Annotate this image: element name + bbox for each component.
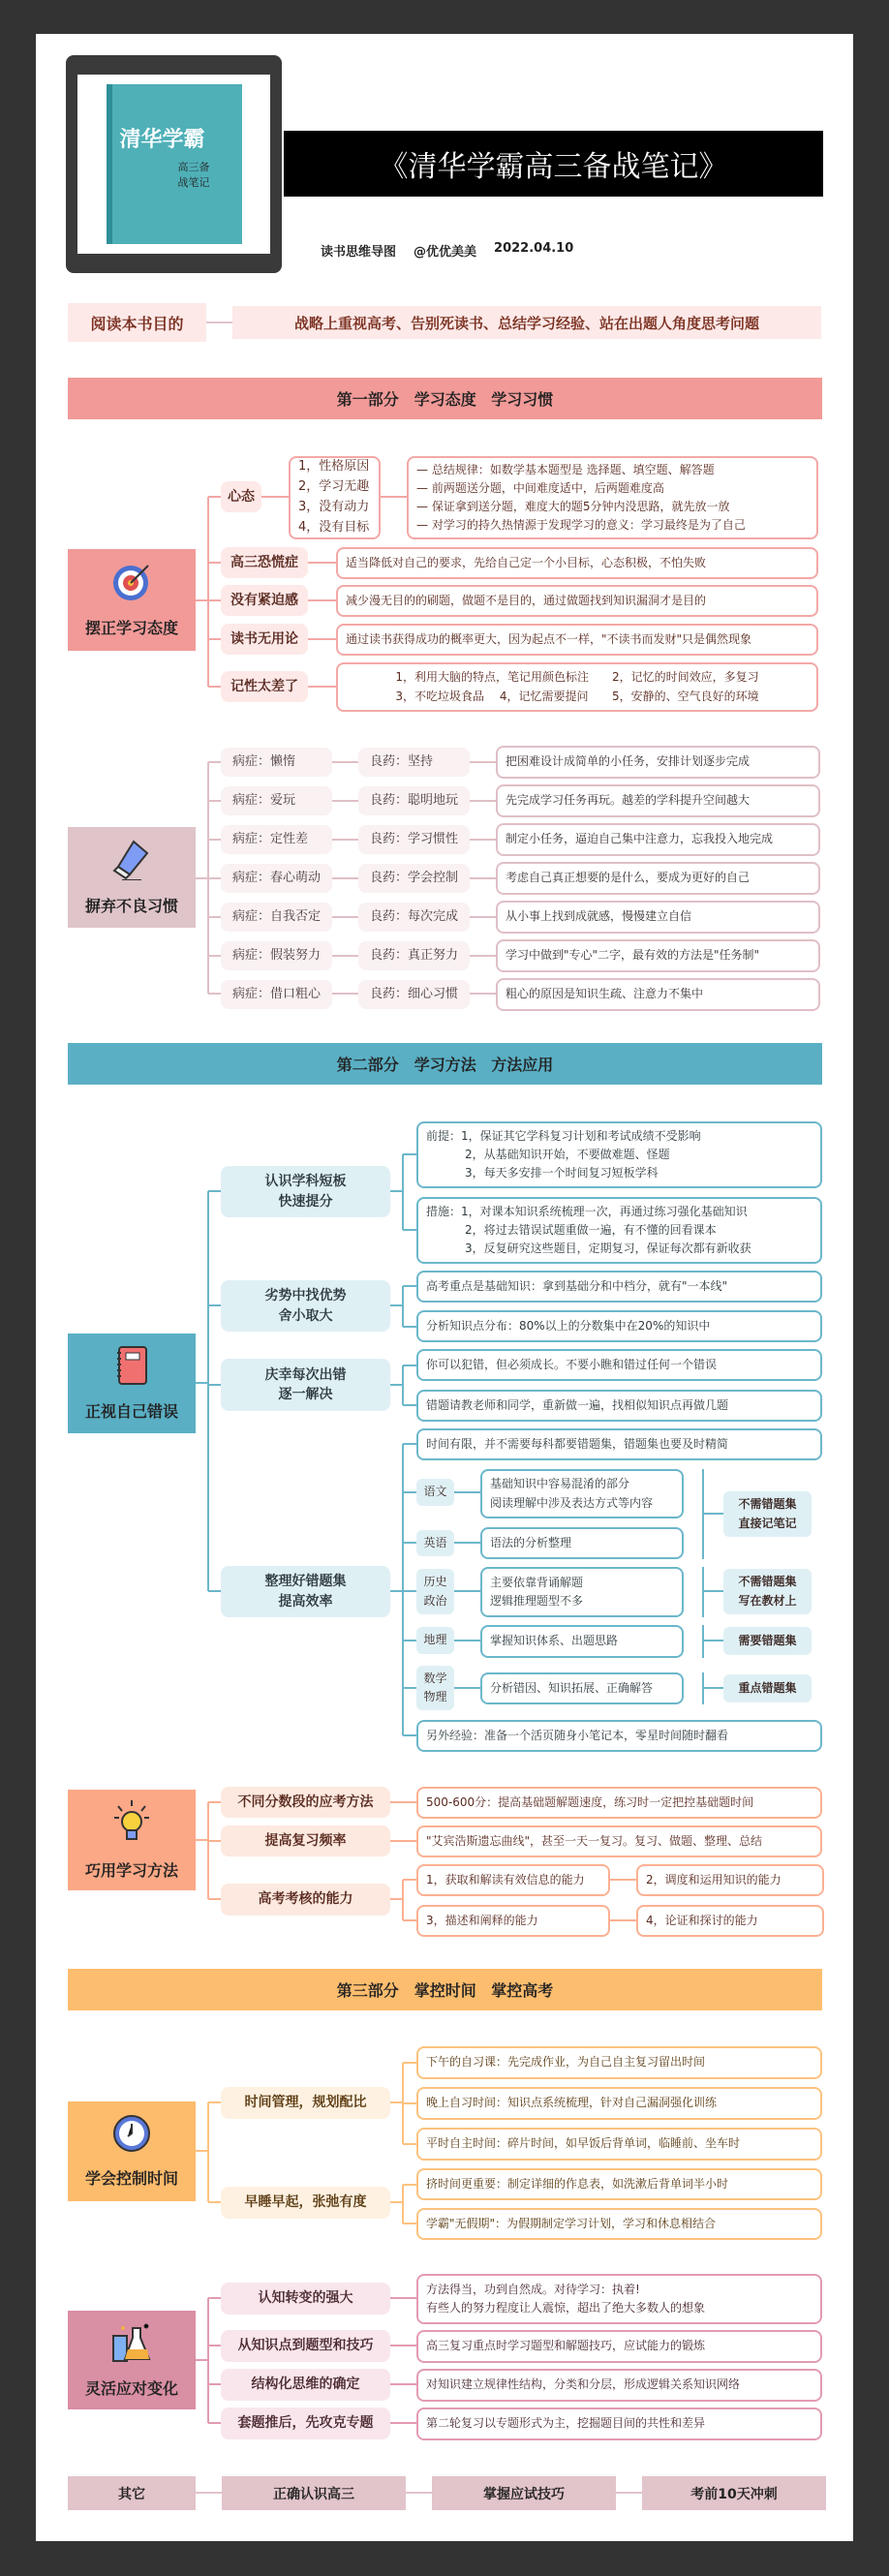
sleep-note: 挤时间更重要：制定详细的作息表，如洗漱后背单词半小时 bbox=[416, 2168, 822, 2200]
note: 语法的分析整理 bbox=[490, 1535, 572, 1549]
tag-line: 不需错题集 bbox=[738, 1497, 797, 1512]
node-mind: 心态 bbox=[221, 481, 261, 512]
note: — 对学习的持久热情源于发现学习的意义：学习最终是为了自己 bbox=[416, 518, 746, 533]
subject-notes bbox=[480, 1672, 684, 1704]
note: 2，从基础知识开始，不要做难题、怪题 bbox=[465, 1147, 670, 1161]
node-memory: 记性太差了 bbox=[221, 671, 308, 702]
mind-notes bbox=[407, 456, 818, 539]
habit-cure: 良药：学习惯性 bbox=[358, 825, 470, 854]
organize-first: 时间有限，并不需要每科都要错题集，错题集也要及时精简 bbox=[416, 1428, 822, 1460]
node-line: 舍小取大 bbox=[278, 1307, 333, 1324]
advantage-note: 分析知识点分布：80%以上的分数集中在20%的知识中 bbox=[416, 1310, 822, 1342]
mind-causes bbox=[289, 456, 381, 539]
habit-text: 把困难设计成简单的小任务，安排计划逐步完成 bbox=[496, 746, 820, 779]
note: — 前两题送分题，中间难度适中，后两题难度高 bbox=[416, 480, 664, 495]
habit-symptom: 病症：自我否定 bbox=[221, 903, 332, 932]
tip: 5，安静的、空气良好的环境 bbox=[612, 689, 759, 703]
note: 主要依靠背诵解题 bbox=[490, 1575, 584, 1589]
others-label: 其它 bbox=[68, 2476, 196, 2510]
header-meta bbox=[321, 241, 573, 260]
time-note: 晚上自习时间：知识点系统梳理，针对自己漏洞强化训练 bbox=[416, 2087, 822, 2120]
subject-label bbox=[416, 1666, 454, 1710]
subject-label bbox=[416, 1569, 454, 1614]
cause: 3，没有动力 bbox=[298, 500, 370, 514]
mistakes-label: 正视自己错误 bbox=[84, 1402, 178, 1421]
subject-label bbox=[416, 1530, 454, 1556]
subject-notes bbox=[480, 1527, 684, 1559]
errorbook-tag bbox=[723, 1491, 812, 1537]
habit-symptom: 病症：定性差 bbox=[221, 825, 332, 854]
node-time-manage: 时间管理，规划配比 bbox=[221, 2087, 390, 2119]
eraser-icon bbox=[112, 840, 151, 880]
cognition-notes bbox=[416, 2274, 822, 2324]
node-cognition: 认知转变的强大 bbox=[221, 2283, 390, 2315]
meta-date: 2022.04.10 bbox=[494, 241, 574, 256]
subject-name: 历史 bbox=[423, 1575, 447, 1589]
cause: 2，学习无趣 bbox=[298, 479, 370, 495]
ability-item: 1，获取和解读有效信息的能力 bbox=[416, 1864, 610, 1896]
node-line: 劣势中找优势 bbox=[264, 1288, 347, 1304]
note: 3，反复研究这些题目，定期复习，保证每次都有新收获 bbox=[465, 1242, 751, 1256]
subject-notes bbox=[480, 1469, 684, 1518]
habit-cure: 良药：聪明地玩 bbox=[358, 786, 470, 815]
part1-banner: 第一部分 学习态度 学习习惯 bbox=[68, 378, 822, 419]
tag-line: 直接记笔记 bbox=[738, 1516, 797, 1530]
review-frequency-text: "艾宾浩斯遗忘曲线"，甚至一天一复习。复习、做题、整理、总结 bbox=[416, 1825, 822, 1857]
notebook-icon bbox=[115, 1345, 148, 1386]
cause: 4，没有目标 bbox=[298, 519, 370, 535]
flex-card bbox=[68, 2311, 196, 2409]
note: 前提：1，保证其它学科复习计划和考试成绩不受影响 bbox=[426, 1128, 701, 1143]
node-line: 认识学科短板 bbox=[264, 1174, 347, 1190]
habit-cure: 良药：每次完成 bbox=[358, 903, 470, 932]
habit-symptom: 病症：借口粗心 bbox=[221, 980, 332, 1009]
note: — 保证拿到送分题，难度大的题5分钟内没思路，就先放一放 bbox=[416, 500, 730, 513]
errorbook-tag bbox=[723, 1569, 812, 1614]
node-urgency: 没有紧迫感 bbox=[221, 585, 308, 616]
node-weak-subject bbox=[221, 1166, 390, 1217]
time-note: 下午的自习课：先完成作业，为自己自主复习留出时间 bbox=[416, 2046, 822, 2079]
note: — 总结规律：如数学基本题型是 选择题、填空题、解答题 bbox=[416, 462, 715, 476]
node-topics-first: 套题推后，先攻克专题 bbox=[221, 2407, 390, 2439]
habits-card bbox=[68, 827, 196, 928]
node-knowledge-to-skill: 从知识点到题型和技巧 bbox=[221, 2330, 390, 2362]
subject-label bbox=[416, 1479, 454, 1506]
book-cover-frame bbox=[66, 55, 282, 273]
subject-notes bbox=[480, 1567, 684, 1617]
tag-line: 不需错题集 bbox=[738, 1575, 797, 1589]
tip: 3，不吃垃圾食品 bbox=[395, 689, 484, 703]
lightbulb-icon bbox=[112, 1800, 151, 1845]
tag-line: 重点错题集 bbox=[738, 1680, 797, 1695]
page-title: 《清华学霸高三备战笔记》 bbox=[284, 131, 823, 197]
cause: 1，性格原因 bbox=[298, 459, 370, 475]
mistakes-card bbox=[68, 1334, 196, 1433]
habits-label: 摒弃不良习惯 bbox=[84, 896, 178, 915]
node-lucky bbox=[221, 1359, 390, 1411]
subject-name: 政治 bbox=[423, 1593, 447, 1608]
target-icon bbox=[111, 562, 152, 602]
organize-last: 另外经验：准备一个活页随身小笔记本，零星时间随时翻看 bbox=[416, 1720, 822, 1752]
measures-box bbox=[416, 1197, 822, 1264]
node-abilities: 高考考核的能力 bbox=[221, 1884, 390, 1916]
cover-subtitle: 高三备战笔记 bbox=[177, 161, 210, 189]
note: 分析错因、知识拓展、正确解答 bbox=[490, 1680, 654, 1695]
lucky-note: 你可以犯错，但必须成长。不要小瞧和错过任何一个错误 bbox=[416, 1349, 822, 1381]
node-line: 整理好错题集 bbox=[264, 1574, 347, 1590]
node-structured-thinking: 结构化思维的确定 bbox=[221, 2369, 390, 2401]
node-useless: 读书无用论 bbox=[221, 624, 308, 655]
node-organize bbox=[221, 1566, 390, 1617]
note: 基础知识中容易混淆的部分 bbox=[490, 1477, 630, 1491]
subject-notes bbox=[480, 1625, 684, 1658]
note: 有些人的努力程度让人震惊，超出了绝大多数人的想象 bbox=[426, 2301, 706, 2315]
urgency-text: 减少漫无目的的刷题，做题不是目的，通过做题找到知识漏洞才是目的 bbox=[336, 585, 818, 617]
flex-label: 灵活应对变化 bbox=[84, 2378, 178, 2398]
part3-banner: 第三部分 掌控时间 掌控高考 bbox=[68, 1969, 822, 2010]
attitude-card bbox=[68, 549, 196, 651]
node-score-range: 不同分数段的应考方法 bbox=[221, 1787, 390, 1818]
advantage-note: 高考重点是基础知识：拿到基础分和中档分，就有"一本线" bbox=[416, 1271, 822, 1303]
note: 方法得当，功到自然成。对待学习：执着! bbox=[426, 2282, 640, 2296]
flex-note: 第二轮复习以专题形式为主，挖掘题目间的共性和差异 bbox=[416, 2407, 822, 2440]
subject-name: 语文 bbox=[423, 1485, 447, 1499]
subject-name: 物理 bbox=[423, 1690, 447, 1703]
node-line: 庆幸每次出错 bbox=[264, 1366, 347, 1383]
habit-text: 从小事上找到成就感，慢慢建立自信 bbox=[496, 901, 820, 934]
habit-text: 学习中做到"专心"二字，最有效的方法是"任务制" bbox=[496, 939, 820, 972]
others-item: 掌握应试技巧 bbox=[432, 2476, 616, 2510]
tag-line: 需要错题集 bbox=[738, 1633, 797, 1647]
node-sleep: 早睡早起，张弛有度 bbox=[221, 2187, 390, 2219]
time-label: 学会控制时间 bbox=[84, 2169, 178, 2188]
purpose-label: 阅读本书目的 bbox=[68, 303, 206, 342]
useless-text: 通过读书获得成功的概率更大，因为起点不一样，"不读书而发财"只是偶然现象 bbox=[336, 624, 818, 656]
ability-item: 2，调度和运用知识的能力 bbox=[636, 1864, 824, 1896]
premise-box bbox=[416, 1121, 822, 1188]
attitude-label: 摆正学习态度 bbox=[84, 619, 178, 637]
time-card bbox=[68, 2101, 196, 2201]
others-item: 考前10天冲刺 bbox=[642, 2476, 826, 2510]
habit-text: 粗心的原因是知识生疏、注意力不集中 bbox=[496, 978, 820, 1011]
note: 掌握知识体系、出题思路 bbox=[490, 1634, 619, 1648]
node-line: 快速提分 bbox=[278, 1193, 333, 1210]
sleep-note: 学霸"无假期"：为假期制定学习计划，学习和休息相结合 bbox=[416, 2208, 822, 2240]
node-line: 提高效率 bbox=[278, 1593, 333, 1610]
methods-card bbox=[68, 1790, 196, 1890]
flex-note: 高三复习重点时学习题型和解题技巧，应试能力的锻炼 bbox=[416, 2330, 822, 2363]
memory-tips bbox=[336, 662, 818, 712]
panic-text: 适当降低对自己的要求，先给自己定一个小目标，心态积极，不怕失败 bbox=[336, 547, 818, 579]
book-cover-image bbox=[107, 84, 242, 244]
tag-line: 写在教材上 bbox=[738, 1593, 797, 1608]
tip: 1，利用大脑的特点，笔记用颜色标注 bbox=[395, 670, 589, 685]
node-panic: 高三恐慌症 bbox=[221, 547, 308, 578]
habit-symptom: 病症：懒惰 bbox=[221, 748, 332, 777]
subject-name: 英语 bbox=[423, 1535, 447, 1549]
purpose-text: 战略上重视高考、告别死读书、总结学习经验、站在出题人角度思考问题 bbox=[232, 306, 821, 339]
habit-cure: 良药：细心习惯 bbox=[358, 980, 470, 1009]
habit-text: 制定小任务，逼迫自己集中注意力，忘我投入地完成 bbox=[496, 823, 820, 856]
ability-item: 3，描述和阐释的能力 bbox=[416, 1905, 610, 1937]
clock-icon bbox=[112, 2114, 151, 2153]
tip: 4，记忆需要提问 bbox=[499, 689, 589, 703]
note: 3，每天多安排一个时间复习短板学科 bbox=[465, 1166, 659, 1181]
subject-name: 地理 bbox=[423, 1633, 447, 1647]
node-advantage bbox=[221, 1280, 390, 1332]
note: 2，将过去错误试题重做一遍，有不懂的回看课本 bbox=[465, 1222, 717, 1237]
subject-name: 数学 bbox=[423, 1671, 447, 1685]
time-note: 平时自主时间：碎片时间，如早饭后背单词，临睡前、坐车时 bbox=[416, 2128, 822, 2161]
others-item: 正确认识高三 bbox=[222, 2476, 406, 2510]
node-line: 逐一解决 bbox=[278, 1387, 333, 1402]
lucky-note: 错题请教老师和同学，重新做一遍，找相似知识点再做几题 bbox=[416, 1390, 822, 1422]
habit-text: 先完成学习任务再玩。越差的学科提升空间越大 bbox=[496, 784, 820, 817]
note: 逻辑推理题型不多 bbox=[490, 1594, 584, 1608]
cover-title: 清华学霸 bbox=[119, 128, 205, 152]
habit-cure: 良药：坚持 bbox=[358, 748, 470, 777]
errorbook-tag bbox=[723, 1627, 812, 1655]
flex-note: 对知识建立规律性结构，分类和分层，形成逻辑关系知识网络 bbox=[416, 2369, 822, 2402]
habit-symptom: 病症：爱玩 bbox=[221, 786, 332, 815]
methods-label: 巧用学习方法 bbox=[84, 1860, 178, 1880]
habit-cure: 良药：学会控制 bbox=[358, 864, 470, 893]
subject-label bbox=[416, 1627, 454, 1654]
ability-item: 4，论证和探讨的能力 bbox=[636, 1905, 824, 1937]
note: 阅读理解中涉及表达方式等内容 bbox=[490, 1495, 654, 1510]
errorbook-tag bbox=[723, 1674, 812, 1702]
habit-symptom: 病症：春心萌动 bbox=[221, 864, 332, 893]
habit-symptom: 病症：假装努力 bbox=[221, 941, 332, 970]
tip: 2，记忆的时间效应，多复习 bbox=[612, 670, 759, 685]
score-range-text: 500-600分：提高基础题解题速度，练习时一定把控基础题时间 bbox=[416, 1787, 822, 1819]
note: 措施：1，对课本知识系统梳理一次，再通过练习强化基础知识 bbox=[426, 1204, 748, 1218]
meta-type: 读书思维导图 bbox=[321, 245, 397, 260]
habit-cure: 良药：真正努力 bbox=[358, 941, 470, 970]
part2-banner: 第二部分 学习方法 方法应用 bbox=[68, 1043, 822, 1085]
node-review-frequency: 提高复习频率 bbox=[221, 1825, 390, 1856]
meta-author: @优优美美 bbox=[414, 245, 477, 260]
habit-text: 考虑自己真正想要的是什么，要成为更好的自己 bbox=[496, 862, 820, 895]
flask-icon bbox=[111, 2322, 152, 2363]
